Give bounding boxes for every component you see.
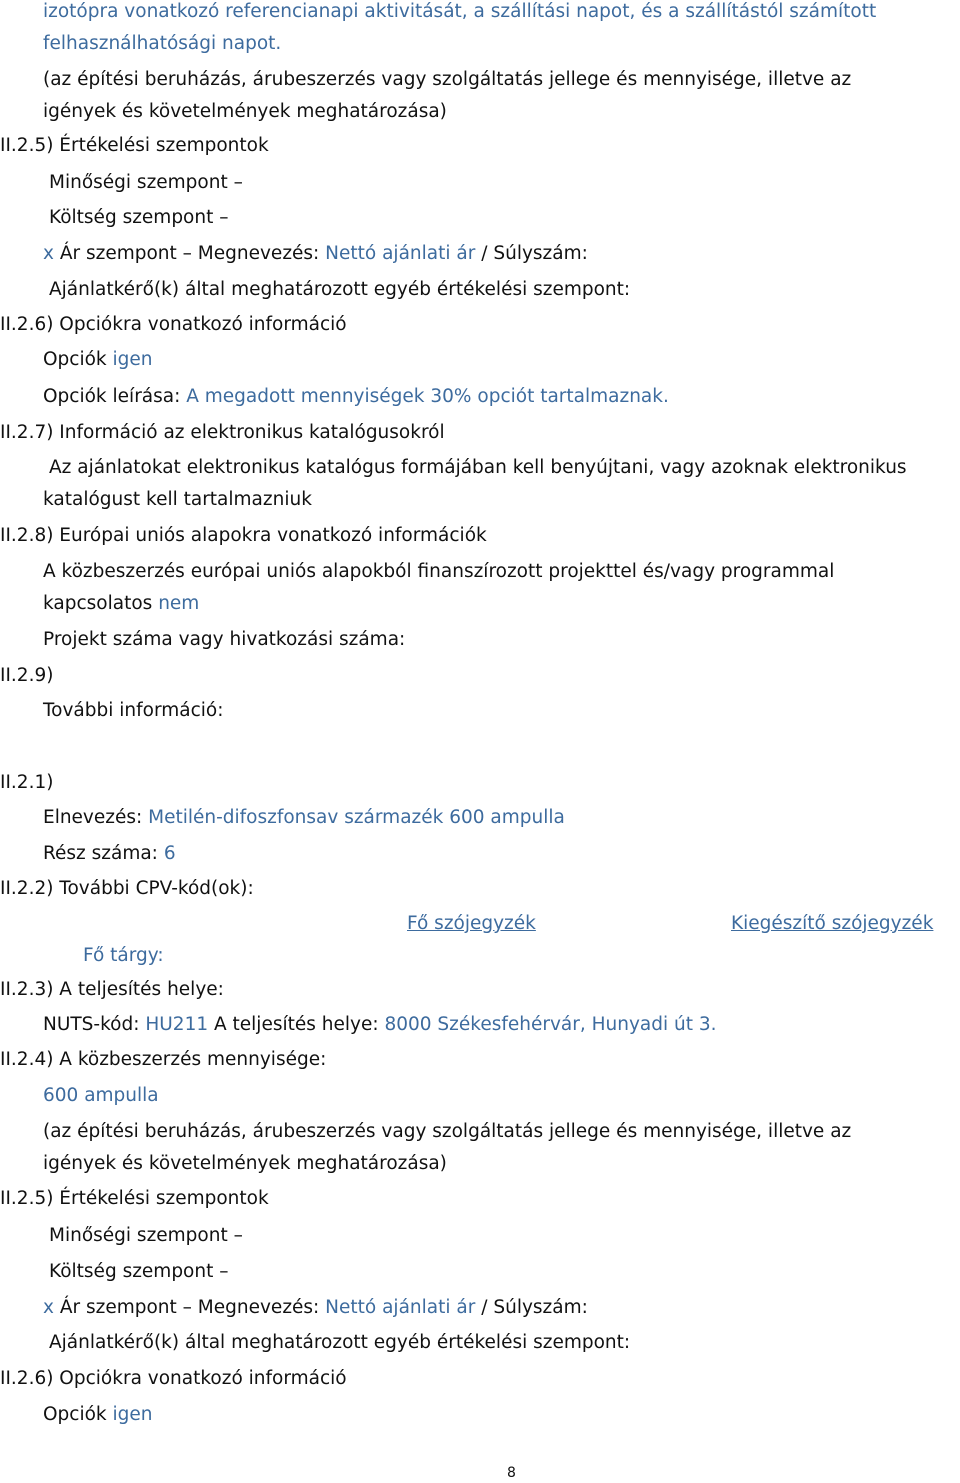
options-description <box>43 385 669 409</box>
options-description-value: A megadott mennyiségek 30% opciót tartalmaznak. <box>186 386 669 407</box>
quantity-note-line-1: (az építési beruházás, árubeszerzés vagy szolgáltatás jellege és mennyisége, illetve az <box>43 1121 852 1142</box>
options-row <box>43 348 153 372</box>
section-heading-more-info: II.2.9) <box>0 665 54 686</box>
section-heading-catalog: II.2.7) Információ az elektronikus katalógusokról <box>0 422 445 443</box>
quantity-value: 600 ampulla <box>43 1085 159 1106</box>
part-number-label: Rész száma: <box>43 843 158 864</box>
quantity-note-line-2: igények és követelmények meghatározása) <box>43 1153 447 1174</box>
price-criterion-label: Ár szempont – Megnevezés: <box>59 1297 320 1318</box>
weight-label: / Súlyszám: <box>481 1297 588 1318</box>
options-row <box>43 1403 153 1427</box>
section-heading-evaluation: II.2.5) Értékelési szempontok <box>0 135 269 156</box>
nuts-value: HU211 <box>145 1014 209 1035</box>
price-criterion <box>43 242 588 266</box>
section-heading-options: II.2.6) Opciókra vonatkozó információ <box>0 314 347 335</box>
part-name <box>43 806 565 830</box>
part-number-value: 6 <box>163 843 176 864</box>
price-check-mark: x <box>43 243 54 264</box>
options-value: igen <box>112 1404 153 1425</box>
section-heading-eu-funds: II.2.8) Európai uniós alapokra vonatkozó információk <box>0 525 487 546</box>
quantity-note-line-2: igények és követelmények meghatározása) <box>43 101 447 122</box>
quality-criterion: Minőségi szempont – <box>49 1225 243 1246</box>
place-label: A teljesítés helye: <box>214 1014 379 1035</box>
main-object-label: Fő tárgy: <box>83 945 164 966</box>
cost-criterion: Költség szempont – <box>49 1261 229 1282</box>
part-number <box>43 842 176 866</box>
intro-text-line-1: izotópra vonatkozó referencianapi aktivitását, a szállítási napot, és a szállítástól számított <box>43 1 877 22</box>
price-criterion-value: Nettó ajánlati ár <box>325 243 476 264</box>
intro-text-line-2: felhasználhatósági napot. <box>43 33 282 54</box>
place-value: 8000 Székesfehérvár, Hunyadi út 3. <box>384 1014 717 1035</box>
supplementary-vocabulary-header: Kiegészítő szójegyzék <box>731 913 934 934</box>
eu-funds-text-line-2 <box>43 592 199 616</box>
section-heading-cpv: II.2.2) További CPV-kód(ok): <box>0 878 254 899</box>
section-heading-quantity: II.2.4) A közbeszerzés mennyisége: <box>0 1049 327 1070</box>
section-heading-options: II.2.6) Opciókra vonatkozó információ <box>0 1368 347 1389</box>
nuts-label: NUTS-kód: <box>43 1014 140 1035</box>
price-criterion <box>43 1296 588 1320</box>
options-description-label: Opciók leírása: <box>43 386 181 407</box>
eu-funds-value: nem <box>158 593 200 614</box>
part-name-value: Metilén-difoszfonsav származék 600 ampulla <box>148 807 565 828</box>
section-heading-part: II.2.1) <box>0 772 54 793</box>
catalog-text-line-2: katalógust kell tartalmazniuk <box>43 489 312 510</box>
price-check-mark: x <box>43 1297 54 1318</box>
options-label: Opciók <box>43 349 107 370</box>
section-heading-place: II.2.3) A teljesítés helye: <box>0 979 224 1000</box>
page-number: 8 <box>507 1465 516 1481</box>
price-criterion-value: Nettó ajánlati ár <box>325 1297 476 1318</box>
catalog-text-line-1: Az ajánlatokat elektronikus katalógus formájában kell benyújtani, vagy azoknak elektronikus <box>49 457 907 478</box>
other-criterion: Ajánlatkérő(k) által meghatározott egyéb értékelési szempont: <box>49 1332 631 1353</box>
price-criterion-label: Ár szempont – Megnevezés: <box>59 243 320 264</box>
eu-funds-label: kapcsolatos <box>43 593 153 614</box>
eu-funds-text-line-1: A közbeszerzés európai uniós alapokból finanszírozott projekttel és/vagy programmal <box>43 561 835 582</box>
place-row <box>43 1013 717 1037</box>
quantity-note-line-1: (az építési beruházás, árubeszerzés vagy szolgáltatás jellege és mennyisége, illetve az <box>43 69 852 90</box>
part-name-label: Elnevezés: <box>43 807 143 828</box>
options-value: igen <box>112 349 153 370</box>
more-info-label: További információ: <box>43 700 224 721</box>
main-vocabulary-header: Fő szójegyzék <box>407 913 536 934</box>
project-number-label: Projekt száma vagy hivatkozási száma: <box>43 629 406 650</box>
weight-label: / Súlyszám: <box>481 243 588 264</box>
cost-criterion: Költség szempont – <box>49 207 229 228</box>
options-label: Opciók <box>43 1404 107 1425</box>
quality-criterion: Minőségi szempont – <box>49 172 243 193</box>
section-heading-evaluation: II.2.5) Értékelési szempontok <box>0 1188 269 1209</box>
other-criterion: Ajánlatkérő(k) által meghatározott egyéb értékelési szempont: <box>49 279 631 300</box>
